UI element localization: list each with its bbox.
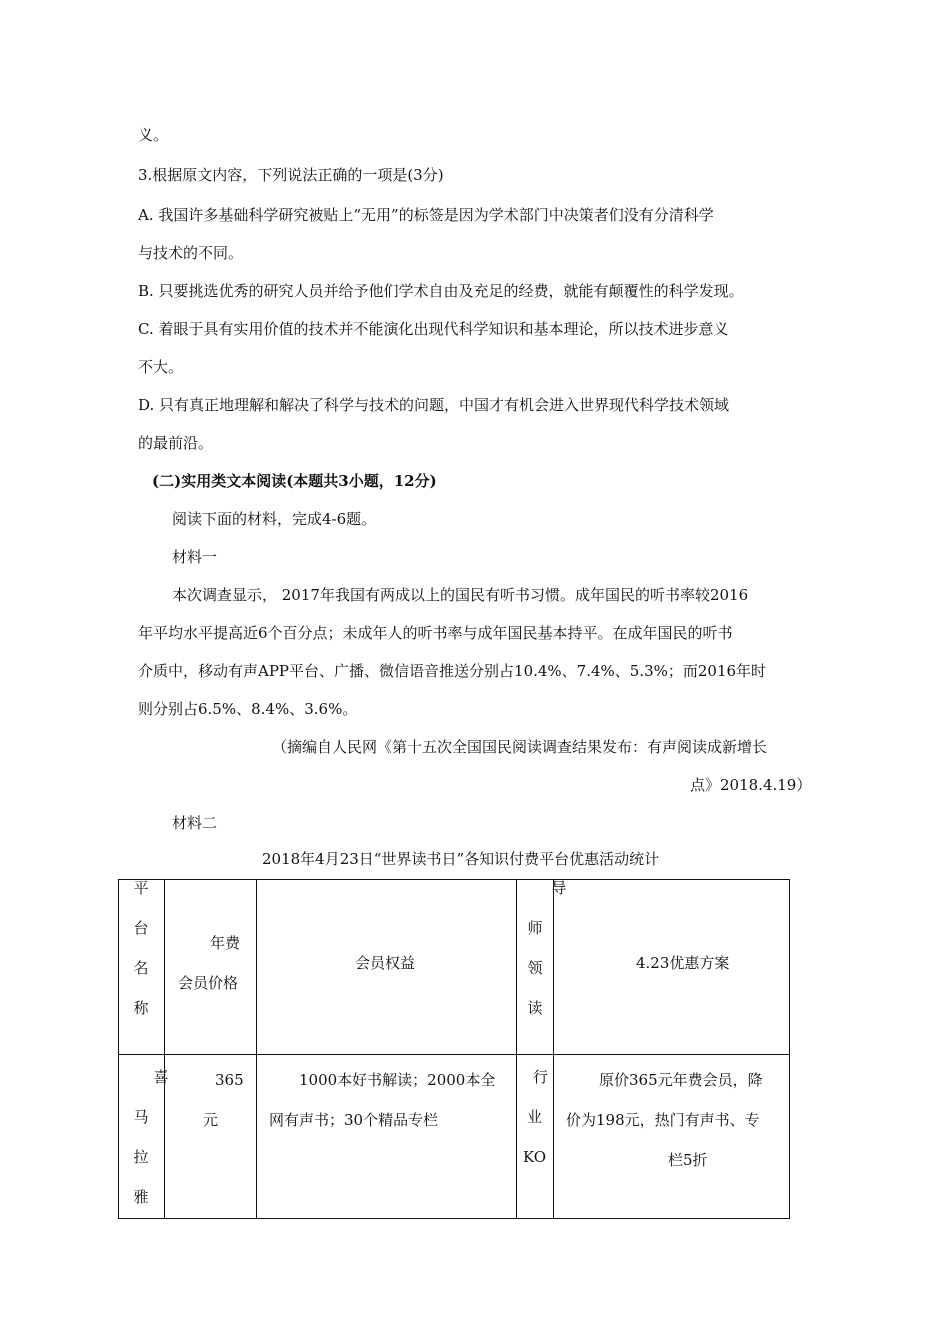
- header-offer: 4.23优惠方案: [636, 954, 730, 972]
- option-d-line2: 的最前沿。: [138, 434, 214, 452]
- header-platform-cell: [119, 880, 165, 1055]
- header-platform-char: 台: [133, 919, 149, 937]
- price-cell: [165, 1055, 257, 1219]
- platform-char: 马: [133, 1108, 149, 1126]
- option-a-line2: 与技术的不同。: [138, 244, 244, 262]
- platform-char: 喜: [153, 1068, 169, 1086]
- header-mentor-char: 读: [527, 999, 543, 1017]
- option-c-line1: C. 着眼于具有实用价值的技术并不能演化出现代科学知识和基本理论，所以技术进步意义: [138, 320, 729, 338]
- table-row: [119, 1055, 790, 1219]
- mentor-char: KO: [522, 1148, 547, 1166]
- option-b: B. 只要挑选优秀的研究人员并给予他们学术自由及充足的经费，就能有颠覆性的科学发现。: [138, 282, 744, 300]
- instructions: 阅读下面的材料，完成4-6题。: [172, 510, 377, 528]
- rights-line1: 1000本好书解读；2000本全: [299, 1071, 496, 1089]
- material-1-para-line2: 年平均水平提高近6个百分点；未成年人的听书率与成年国民基本持平。在成年国民的听书: [138, 624, 733, 642]
- offer-cell: [554, 1055, 790, 1219]
- material-1-para-line4: 则分别占6.5%、8.4%、3.6%。: [138, 700, 358, 718]
- header-platform-char: 称: [133, 999, 149, 1017]
- price-line2: 元: [203, 1111, 219, 1129]
- header-price-cell: [165, 880, 257, 1055]
- platform-char: 拉: [133, 1148, 149, 1166]
- header-price-line1: 年费: [210, 934, 241, 952]
- header-rights-cell: [257, 880, 517, 1055]
- header-mentor-cell: [517, 879, 567, 1055]
- header-mentor-char: 师: [527, 919, 543, 937]
- option-a-line1: A. 我国许多基础科学研究被贴上“无用”的标签是因为学术部门中决策者们没有分清科学: [138, 206, 714, 224]
- header-mentor-char: 导: [551, 879, 567, 897]
- table-title: 2018年4月23日“世界读书日”各知识付费平台优惠活动统计: [262, 850, 660, 868]
- price-line1: 365: [215, 1071, 244, 1089]
- table-header-row: [119, 880, 790, 1055]
- material-1-label: 材料一: [172, 548, 218, 566]
- header-offer-cell: [554, 880, 790, 1055]
- mentor-char: 行: [532, 1068, 548, 1086]
- header-platform-char: 平: [133, 879, 149, 897]
- header-price-line2: 会员价格: [178, 974, 239, 992]
- mentor-cell: [517, 1055, 554, 1219]
- header-rights: 会员权益: [355, 954, 416, 972]
- line-yi: 义。: [138, 126, 169, 144]
- question-3: 3.根据原文内容，下列说法正确的一项是(3分): [138, 166, 444, 184]
- offer-line3: 栏5折: [668, 1151, 708, 1169]
- platform-cell: [119, 1055, 169, 1219]
- header-platform-char: 名: [133, 959, 149, 977]
- offer-line2: 价为198元，热门有声书、专: [566, 1111, 760, 1129]
- platform-char: 雅: [133, 1188, 149, 1206]
- mentor-char: 业: [526, 1108, 542, 1126]
- option-d-line1: D. 只有真正地理解和解决了科学与技术的问题，中国才有机会进入世界现代科学技术领域: [138, 396, 730, 414]
- header-mentor-char: 领: [527, 959, 543, 977]
- rights-cell: [257, 1055, 517, 1219]
- offer-line1: 原价365元年费会员，降: [599, 1071, 763, 1089]
- option-c-line2: 不大。: [138, 358, 184, 376]
- rights-line2: 网有声书；30个精品专栏: [269, 1111, 439, 1129]
- source-line2: 点》2018.4.19）: [690, 776, 812, 794]
- material-2-label: 材料二: [172, 814, 218, 832]
- material-1-para-line3: 介质中，移动有声APP平台、广播、微信语音推送分别占10.4%、7.4%、5.3%；而2016年时: [138, 662, 767, 680]
- material-1-para-line1: 本次调查显示， 2017年我国有两成以上的国民有听书习惯。成年国民的听书率较2016: [172, 586, 749, 604]
- section-heading: (二)实用类文本阅读(本题共3小题，12分): [152, 472, 437, 490]
- offers-table: [118, 879, 790, 1219]
- source-line1: （摘编自人民网《第十五次全国国民阅读调查结果发布：有声阅读成新增长: [272, 738, 768, 756]
